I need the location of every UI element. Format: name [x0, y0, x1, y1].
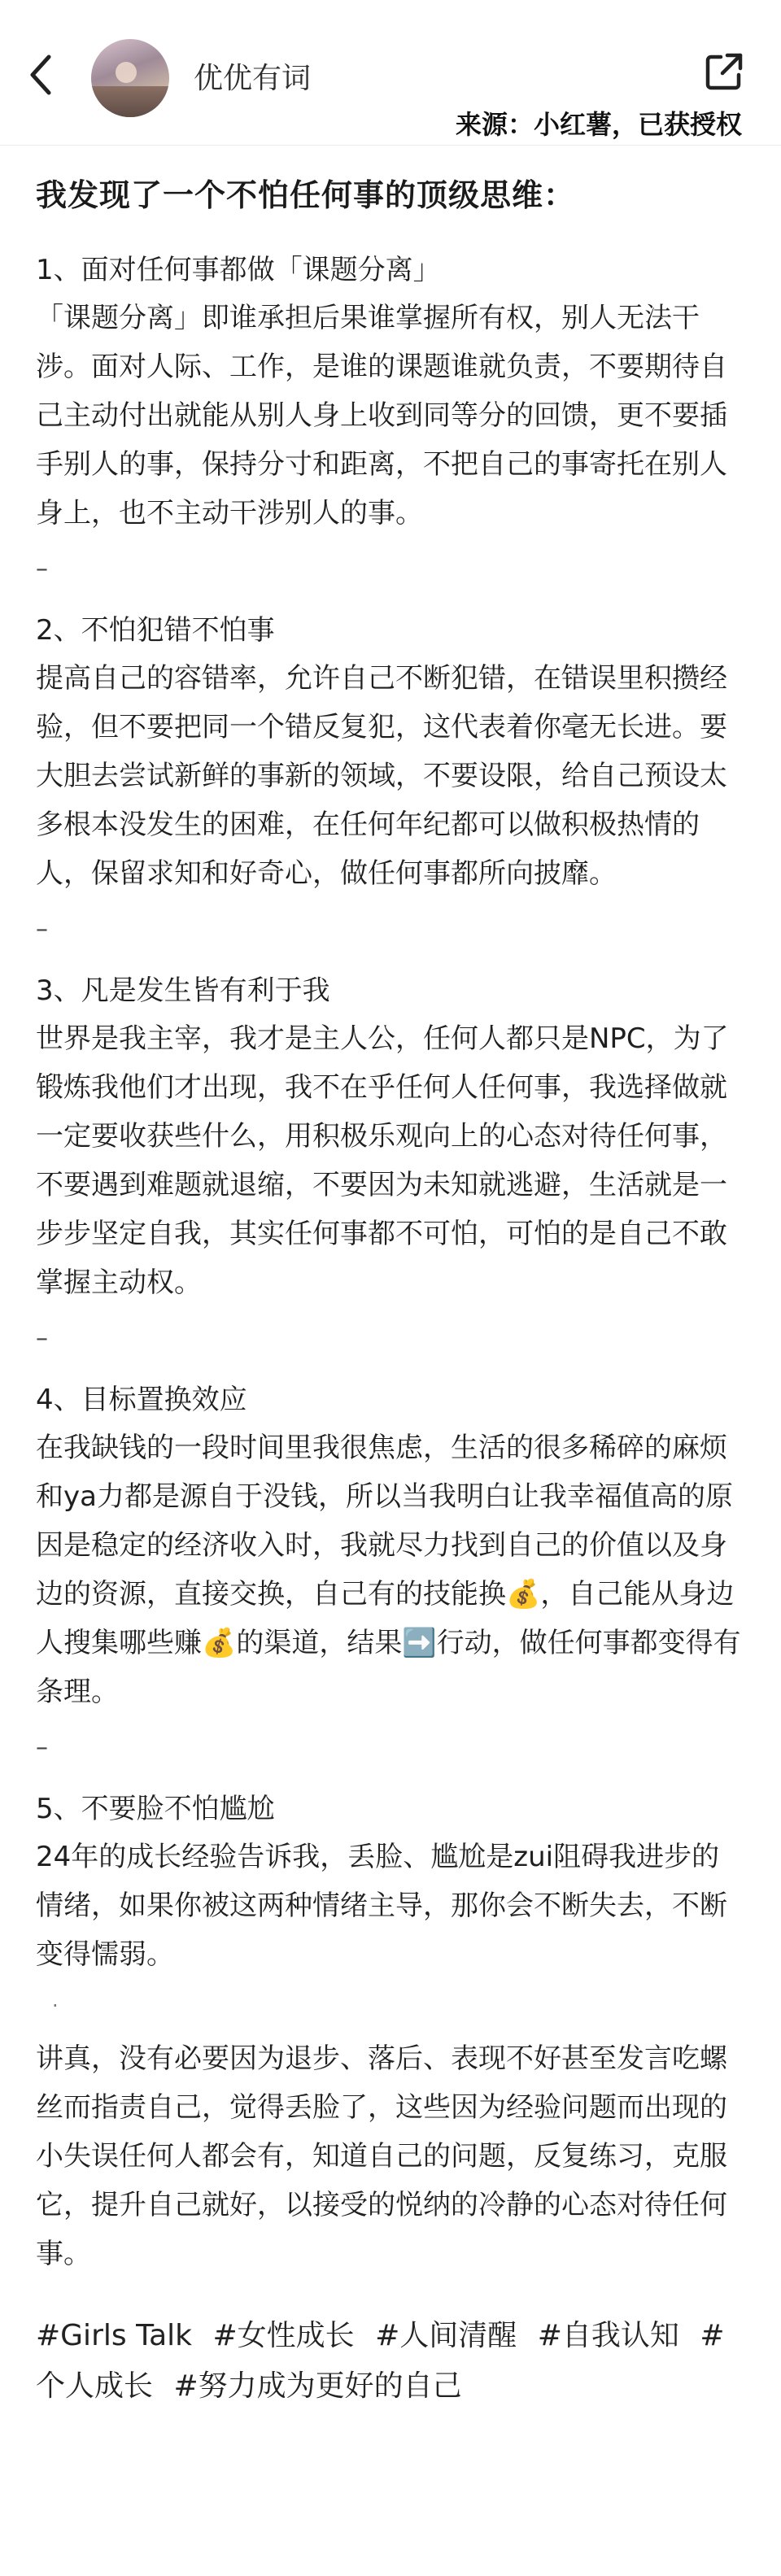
section-heading: 2、不怕犯错不怕事 [36, 614, 275, 647]
back-button[interactable] [24, 50, 57, 99]
section-1 [36, 247, 747, 538]
avatar-sun-shape [116, 62, 137, 83]
hashtag[interactable]: #努力成为更好的自己 [173, 2369, 462, 2403]
separator: – [36, 555, 48, 583]
separator: – [36, 915, 48, 944]
post-title: 我发现了一个不怕任何事的顶级思维： [36, 177, 576, 213]
hashtag[interactable]: #自我认知 [537, 2319, 679, 2352]
section-body: 在我缺钱的一段时间里我很焦虑，生活的很多稀碎的麻烦和ya力都是源自于没钱，所以当我明白让我幸福值高的原因是稳定的经济收入时，我就尽力找到自己的价值以及身边的资源，直接交换，自己有的技能换💰，自己能从身边人搜集哪些赚💰的渠道，结果➡️行动，做任何事都变得有条理。 [36, 1432, 741, 1708]
closing-paragraph: 讲真，没有必要因为退步、落后、表现不好甚至发言吃螺丝而指责自己，觉得丢脸了，这些因为经验问题而出现的小失误任何人都会有，知道自己的问题，反复练习，克服它，提升自己就好，以接受的悦纳的冷静的心态对待任何事。 [36, 2042, 727, 2270]
separator: – [36, 1733, 48, 1762]
section-body: 提高自己的容错率，允许自己不断犯错，在错误里积攒经验，但不要把同一个错反复犯，这代表着你毫无长进。要大胆去尝试新鲜的事新的领域，不要设限，给自己预设太多根本没发生的困难，在任何年纪都可以做积极热情的人，保留求知和好奇心，做任何事都所向披靡。 [36, 662, 727, 890]
dot-separator: · [52, 1994, 59, 2017]
section-body: 24年的成长经验告诉我，丢脸、尴尬是zui阻碍我进步的情绪，如果你被这两种情绪主导，那你会不断失去，不断变得懦弱。 [36, 1841, 727, 1971]
post-header [0, 0, 781, 146]
section-3 [36, 968, 747, 1307]
source-note: 来源：小红薯，已获授权 [455, 109, 742, 140]
section-body: 「课题分离」即谁承担后果谁掌握所有权，别人无法干涉。面对人际、工作，是谁的课题谁就负责，不要期待自己主动付出就能从别人身上收到同等分的回馈，更不要插手别人的事，保持分寸和距离，不把自己的事寄托在别人身上，也不主动干涉别人的事。 [36, 302, 727, 530]
section-heading: 4、目标置换效应 [36, 1384, 247, 1416]
section-2 [36, 608, 747, 898]
section-5 [36, 1786, 747, 1979]
section-body: 世界是我主宰，我才是主人公，任何人都只是NPC，为了锻炼我他们才出现，我不在乎任何人任何事，我选择做就一定要收获些什么，用积极乐观向上的心态对待任何事，不要遇到难题就退缩，不要因为未知就逃避，生活就是一步步坚定自我，其实任何事都不可怕，可怕的是自己不敢掌握主动权。 [36, 1022, 729, 1299]
hashtag-list [36, 2311, 747, 2412]
share-icon [703, 50, 745, 93]
avatar[interactable] [91, 39, 169, 117]
chevron-left-icon [24, 50, 57, 99]
hashtag[interactable]: #Girls Talk [36, 2319, 193, 2352]
hashtag[interactable]: #女性成长 [212, 2319, 355, 2352]
post-content [0, 146, 781, 2412]
section-heading: 1、面对任何事都做「课题分离」 [36, 254, 441, 286]
separator: – [36, 1324, 48, 1353]
share-button[interactable] [703, 50, 745, 93]
hashtag[interactable]: #个人成长 [36, 2319, 725, 2403]
section-heading: 5、不要脸不怕尴尬 [36, 1793, 275, 1825]
section-4 [36, 1377, 747, 1716]
avatar-hill-shape [91, 86, 169, 117]
hashtag[interactable]: #人间清醒 [375, 2319, 517, 2352]
author-name[interactable]: 优优有词 [194, 62, 312, 95]
section-heading: 3、凡是发生皆有利于我 [36, 974, 330, 1007]
